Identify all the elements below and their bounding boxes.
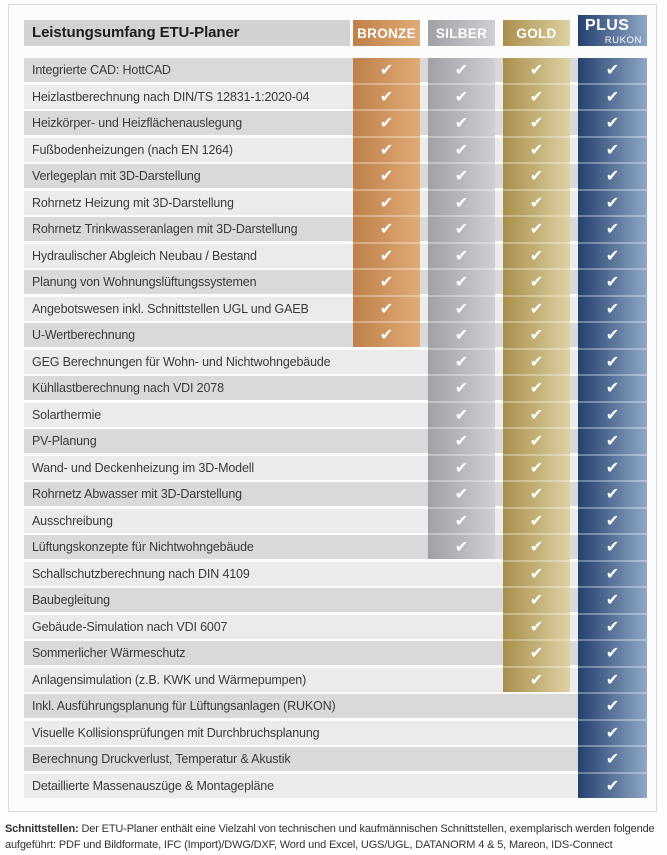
check-cell	[578, 323, 647, 350]
check-cell	[428, 297, 495, 324]
check-icon: ✔	[605, 563, 620, 583]
check-icon: ✔	[605, 60, 620, 80]
check-cell	[503, 429, 570, 456]
check-icon: ✔	[454, 298, 469, 318]
column-header-silber: SILBER	[428, 20, 495, 46]
check-icon: ✔	[529, 590, 544, 610]
check-cell	[503, 58, 570, 85]
footnote-line2: aufgeführt: PDF und Bildformate, IFC (Import)/DWG/DXF, Word und Excel, UGS/UGL, DATANORM 4 & 5, Mareon, IDS-Connect	[5, 838, 613, 851]
row-label: Ausschreibung	[32, 513, 113, 528]
row-label: U-Wertberechnung	[32, 328, 135, 342]
check-cell	[503, 191, 570, 218]
column-header-gold: GOLD	[503, 20, 570, 46]
check-cell	[428, 58, 495, 85]
check-icon: ✔	[454, 166, 469, 186]
check-cell	[353, 85, 420, 112]
check-cell	[578, 85, 647, 112]
check-cell	[503, 509, 570, 536]
check-cell	[503, 482, 570, 509]
check-cell	[353, 217, 420, 244]
check-icon: ✔	[454, 484, 469, 504]
check-icon: ✔	[529, 404, 544, 424]
check-icon: ✔	[379, 325, 394, 344]
check-icon: ✔	[454, 378, 469, 398]
check-cell	[503, 535, 570, 562]
check-cell	[578, 429, 647, 456]
check-icon: ✔	[454, 192, 469, 212]
row-label: Angebotswesen inkl. Schnittstellen UGL und GAEB	[32, 301, 309, 316]
check-cell	[503, 111, 570, 138]
check-cell	[503, 403, 570, 430]
check-icon: ✔	[454, 510, 469, 530]
check-icon: ✔	[529, 272, 544, 292]
check-icon: ✔	[605, 457, 620, 477]
row-label: Berechnung Druckverlust, Temperatur & Akustik	[32, 752, 291, 766]
row-label: Fußbodenheizungen (nach EN 1264)	[32, 142, 233, 157]
check-icon: ✔	[529, 669, 544, 689]
check-icon: ✔	[379, 60, 394, 80]
check-cell	[578, 509, 647, 536]
check-icon: ✔	[605, 696, 620, 716]
check-cell	[428, 376, 495, 403]
check-icon: ✔	[379, 113, 394, 133]
check-cell	[428, 350, 495, 377]
row-label: Anlagensimulation (z.B. KWK und Wärmepumpen)	[32, 672, 307, 687]
check-icon: ✔	[454, 325, 469, 345]
check-icon: ✔	[529, 616, 544, 636]
check-icon: ✔	[529, 219, 544, 239]
column-header-bronze: BRONZE	[353, 20, 420, 46]
row-label: GEG Berechnungen für Wohn- und Nichtwohngebäude	[32, 354, 331, 369]
check-cell	[353, 138, 420, 165]
check-icon: ✔	[379, 139, 394, 159]
check-icon: ✔	[529, 563, 544, 583]
check-icon: ✔	[529, 537, 544, 557]
check-icon: ✔	[529, 351, 544, 371]
table-row	[24, 694, 647, 718]
check-cell	[578, 641, 647, 668]
check-icon: ✔	[529, 192, 544, 212]
check-cell	[353, 270, 420, 297]
check-icon: ✔	[529, 378, 544, 398]
tier-column-bronze	[353, 58, 420, 347]
check-icon: ✔	[454, 537, 469, 556]
check-icon: ✔	[454, 431, 469, 451]
row-label: Hydraulischer Abgleich Neubau / Bestand	[32, 248, 257, 263]
row-label: Lüftungskonzepte für Nichtwohngebäude	[32, 540, 254, 554]
check-cell	[503, 456, 570, 483]
check-cell	[578, 270, 647, 297]
check-icon: ✔	[379, 192, 394, 212]
check-icon: ✔	[454, 60, 469, 80]
check-cell	[578, 482, 647, 509]
check-icon: ✔	[454, 86, 469, 106]
check-cell	[578, 138, 647, 165]
row-label: Kühllastberechnung nach VDI 2078	[32, 381, 224, 395]
check-icon: ✔	[529, 113, 544, 133]
column-header-plus-sublabel: RUKON	[604, 35, 642, 46]
check-icon: ✔	[529, 245, 544, 265]
check-cell	[578, 747, 647, 774]
check-icon: ✔	[605, 537, 620, 557]
check-icon: ✔	[605, 749, 620, 769]
check-icon: ✔	[454, 245, 469, 265]
check-cell	[578, 721, 647, 748]
check-cell	[353, 58, 420, 85]
column-header-plus	[578, 15, 647, 46]
check-cell	[428, 138, 495, 165]
check-cell	[428, 244, 495, 271]
row-label: Planung von Wohnungslüftungssystemen	[32, 275, 257, 289]
row-label: Inkl. Ausführungsplanung für Lüftungsanlagen (RUKON)	[32, 699, 336, 713]
check-cell	[428, 164, 495, 191]
tier-column-gold	[503, 58, 570, 692]
check-cell	[578, 297, 647, 324]
table-row	[24, 721, 647, 745]
check-cell	[428, 535, 495, 559]
check-icon: ✔	[605, 643, 620, 663]
check-icon: ✔	[605, 378, 620, 398]
check-cell	[353, 297, 420, 324]
check-icon: ✔	[529, 484, 544, 504]
check-icon: ✔	[379, 86, 394, 106]
row-label: Rohrnetz Trinkwasseranlagen mit 3D-Darstellung	[32, 222, 298, 236]
check-icon: ✔	[605, 616, 620, 636]
table-row	[24, 747, 647, 771]
check-icon: ✔	[529, 643, 544, 663]
check-cell	[503, 270, 570, 297]
check-icon: ✔	[529, 60, 544, 80]
check-cell	[503, 376, 570, 403]
check-icon: ✔	[605, 510, 620, 530]
check-cell	[353, 244, 420, 271]
check-icon: ✔	[454, 272, 469, 292]
row-label: Rohrnetz Abwasser mit 3D-Darstellung	[32, 487, 242, 501]
row-label: PV-Planung	[32, 434, 97, 448]
check-cell	[428, 217, 495, 244]
check-icon: ✔	[605, 166, 620, 186]
check-cell	[428, 111, 495, 138]
check-icon: ✔	[605, 590, 620, 610]
check-cell	[578, 350, 647, 377]
interfaces-footnote	[5, 822, 661, 853]
check-cell	[578, 244, 647, 271]
check-icon: ✔	[529, 86, 544, 106]
row-label: Visuelle Kollisionsprüfungen mit Durchbruchsplanung	[32, 725, 320, 740]
check-icon: ✔	[605, 192, 620, 212]
check-icon: ✔	[454, 404, 469, 424]
check-cell	[353, 191, 420, 218]
check-cell	[578, 668, 647, 695]
row-label: Sommerlicher Wärmeschutz	[32, 646, 186, 660]
check-cell	[578, 615, 647, 642]
row-label: Rohrnetz Heizung mit 3D-Darstellung	[32, 195, 234, 210]
check-cell	[428, 403, 495, 430]
check-cell	[428, 456, 495, 483]
check-cell	[503, 138, 570, 165]
check-icon: ✔	[454, 113, 469, 133]
check-cell	[578, 456, 647, 483]
check-cell	[578, 694, 647, 721]
row-label: Integrierte CAD: HottCAD	[32, 63, 171, 77]
page-title: Leistungsumfang ETU-Planer	[24, 20, 350, 46]
check-cell	[578, 58, 647, 85]
check-icon: ✔	[529, 325, 544, 345]
row-label: Solarthermie	[32, 407, 102, 422]
check-icon: ✔	[454, 139, 469, 159]
check-cell	[578, 562, 647, 589]
row-label: Baubegleitung	[32, 593, 110, 607]
tier-column-plus	[578, 58, 647, 798]
check-cell	[578, 217, 647, 244]
check-cell	[503, 323, 570, 350]
check-cell	[503, 668, 570, 692]
check-icon: ✔	[605, 245, 620, 265]
check-cell	[428, 191, 495, 218]
check-cell	[578, 164, 647, 191]
check-icon: ✔	[379, 298, 394, 318]
check-icon: ✔	[605, 404, 620, 424]
check-icon: ✔	[454, 219, 469, 239]
check-icon: ✔	[454, 457, 469, 477]
check-icon: ✔	[379, 272, 394, 292]
check-icon: ✔	[605, 431, 620, 451]
check-icon: ✔	[605, 86, 620, 106]
check-cell	[428, 429, 495, 456]
row-label: Gebäude-Simulation nach VDI 6007	[32, 619, 228, 634]
check-icon: ✔	[529, 510, 544, 530]
check-cell	[428, 509, 495, 536]
check-cell	[578, 376, 647, 403]
check-icon: ✔	[605, 351, 620, 371]
check-cell	[353, 111, 420, 138]
check-icon: ✔	[529, 166, 544, 186]
check-icon: ✔	[529, 431, 544, 451]
check-cell	[503, 350, 570, 377]
check-icon: ✔	[379, 245, 394, 265]
check-cell	[428, 482, 495, 509]
check-cell	[578, 191, 647, 218]
check-cell	[353, 164, 420, 191]
footnote-line1: Der ETU-Planer enthält eine Vielzahl von technischen und kaufmännischen Schnittstellen, exemplarisch werden folgende	[78, 823, 655, 835]
row-label: Heizkörper- und Heizflächenauslegung	[32, 116, 243, 130]
check-cell	[503, 588, 570, 615]
check-icon: ✔	[605, 484, 620, 504]
check-cell	[578, 774, 647, 798]
check-cell	[578, 403, 647, 430]
check-cell	[503, 641, 570, 668]
table-row	[24, 774, 647, 798]
check-icon: ✔	[605, 722, 620, 742]
tier-column-silber	[428, 58, 495, 559]
check-cell	[428, 270, 495, 297]
check-cell	[503, 85, 570, 112]
column-header-plus-label: PLUS	[585, 17, 630, 34]
row-label: Detaillierte Massenauszüge & Montagepläne	[32, 778, 274, 793]
check-cell	[578, 588, 647, 615]
check-icon: ✔	[605, 775, 620, 795]
check-cell	[428, 85, 495, 112]
check-cell	[353, 323, 420, 347]
check-cell	[503, 217, 570, 244]
check-cell	[578, 535, 647, 562]
check-icon: ✔	[605, 325, 620, 345]
check-icon: ✔	[379, 166, 394, 186]
check-icon: ✔	[529, 457, 544, 477]
check-cell	[428, 323, 495, 350]
check-icon: ✔	[379, 219, 394, 239]
check-cell	[503, 615, 570, 642]
check-icon: ✔	[605, 113, 620, 133]
check-icon: ✔	[529, 298, 544, 318]
check-icon: ✔	[454, 351, 469, 371]
check-cell	[578, 111, 647, 138]
check-icon: ✔	[605, 669, 620, 689]
row-label: Schallschutzberechnung nach DIN 4109	[32, 566, 250, 581]
row-label: Heizlastberechnung nach DIN/TS 12831-1:2020-04	[32, 89, 310, 104]
row-label: Wand- und Deckenheizung im 3D-Modell	[32, 460, 255, 475]
check-cell	[503, 244, 570, 271]
check-icon: ✔	[605, 139, 620, 159]
check-icon: ✔	[605, 272, 620, 292]
check-cell	[503, 164, 570, 191]
check-cell	[503, 562, 570, 589]
check-icon: ✔	[605, 298, 620, 318]
row-label: Verlegeplan mit 3D-Darstellung	[32, 169, 201, 183]
check-icon: ✔	[529, 139, 544, 159]
check-cell	[503, 297, 570, 324]
check-icon: ✔	[605, 219, 620, 239]
footnote-prefix: Schnittstellen:	[5, 823, 79, 835]
